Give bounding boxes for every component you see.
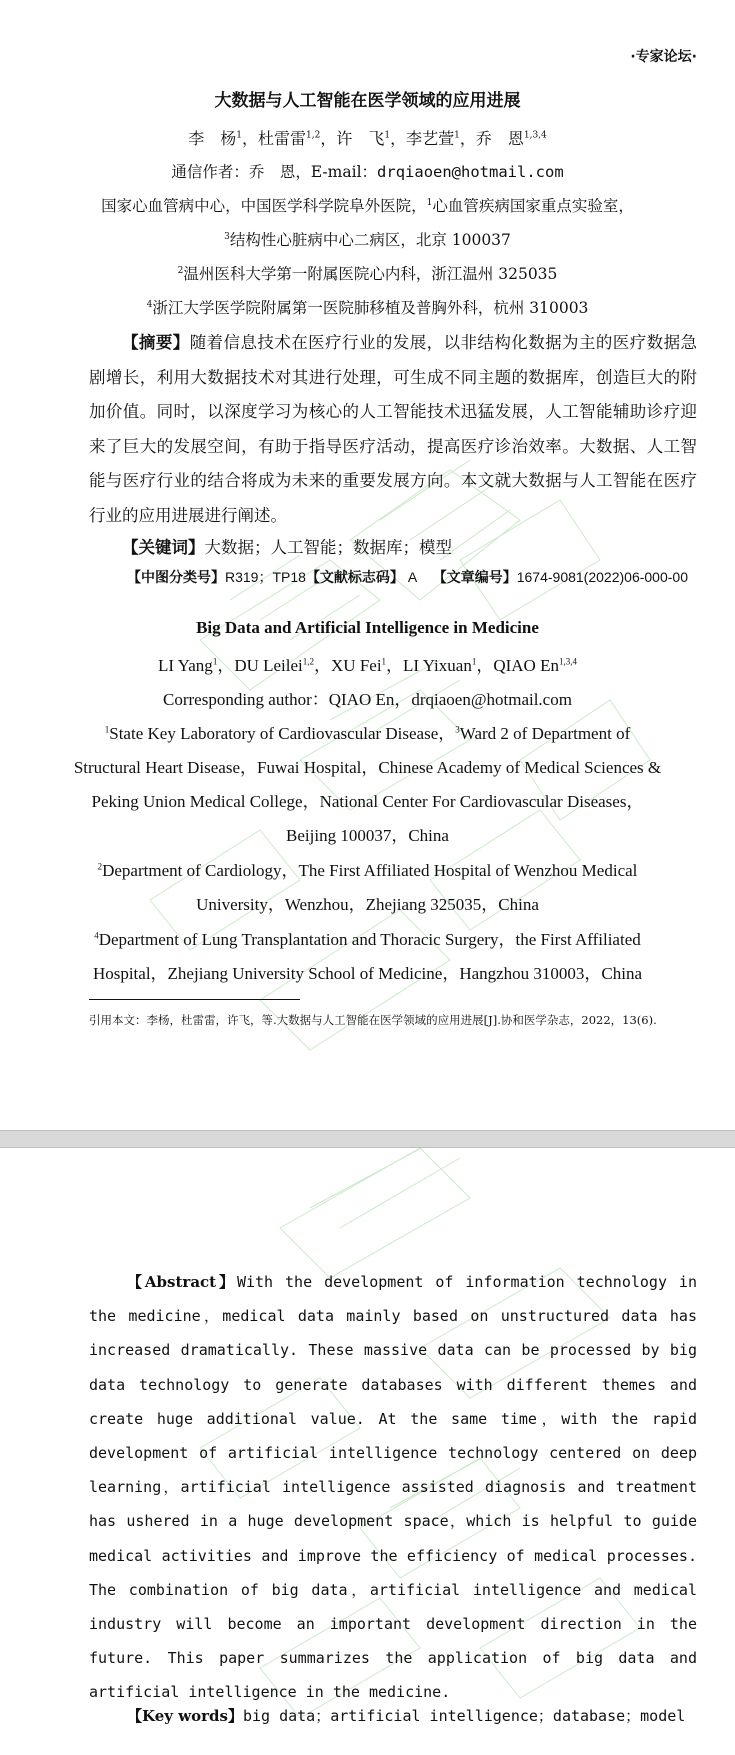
affiliation-en-line-4: Beijing 100037，China — [286, 826, 449, 845]
affiliation-sup: 2 — [97, 861, 103, 872]
affiliation-cn-1 — [0, 194, 735, 216]
article-title-en: Big Data and Artificial Intelligence in Medicine — [196, 618, 539, 637]
clc-label: 【中图分类号】 — [127, 569, 225, 585]
affiliation-sup: 2 — [177, 265, 184, 276]
doc-code-value: A — [407, 569, 418, 585]
abstract-cn — [89, 326, 697, 533]
affiliation-text: 心血管疾病国家重点实验室， — [432, 197, 634, 215]
abstract-en — [89, 1265, 697, 1710]
author-cn: 李 杨 — [188, 129, 237, 148]
author-separator: ， — [217, 656, 235, 675]
author-separator: ， — [241, 129, 258, 148]
affiliation-cn-3 — [0, 228, 735, 250]
doc-code-label: 【文献标志码】 — [305, 569, 404, 585]
corresponding-label: 通信作者：乔 恩，E-mail： — [171, 163, 378, 181]
authors-en — [0, 651, 735, 676]
affiliation-sup: 3 — [224, 231, 230, 242]
affiliation-text: 结构性心脏病中心二病区，北京 100037 — [229, 231, 511, 249]
affiliation-en-line-3: Peking Union Medical College，National Center For Cardiovascular Diseases， — [91, 792, 644, 811]
affiliation-cn-4 — [0, 296, 735, 318]
author-separator: ， — [386, 656, 404, 675]
author-separator: ， — [459, 129, 476, 148]
corresponding-author-cn — [0, 160, 735, 182]
author-separator: ， — [314, 656, 332, 675]
affiliation-sup: 4 — [146, 299, 153, 310]
author-sup: 1,2 — [305, 130, 321, 141]
author-cn: 杜雷雷 — [257, 129, 306, 148]
keywords-cn — [89, 531, 697, 566]
section-tag: ·专家论坛· — [630, 49, 697, 65]
author-sup: 1 — [454, 130, 460, 141]
author-sup: 1,2 — [302, 656, 315, 667]
affiliation-en-line-5 — [0, 856, 735, 881]
footnote-rule — [89, 999, 300, 1000]
keywords-cn-label: 【关键词】 — [122, 538, 205, 557]
author-en: LI Yang — [158, 656, 213, 675]
affiliation-text: 浙江大学医学院附属第一医院肺移植及普胸外科，杭州 310003 — [152, 299, 589, 317]
author-en: LI Yixuan — [403, 656, 472, 675]
author-sup: 1,3,4 — [523, 130, 547, 141]
article-no-label: 【文章编号】 — [432, 569, 517, 585]
keywords-cn-text: 大数据；人工智能；数据库；模型 — [204, 538, 452, 557]
author-sup: 1 — [381, 656, 387, 667]
author-separator: ， — [320, 129, 337, 148]
affiliation-cn-2 — [0, 262, 735, 284]
classification-line — [89, 566, 701, 588]
affiliation-sup: 1 — [104, 724, 110, 735]
abstract-en-text: With the development of information technology in the medicine，medical data mainly based on unstructured data has increased dramatically. These massive data can be processed by big data technology to generate databases with different themes and create huge additional value. At the same time，with the rapid development of artificial intelligence technology centered on deep learning，artificial intelligence assisted diagnosis and treatment has ushered in a huge development space，which is helpful to guide medical activities and improve the efficiency of medical processes. The combination of big data，artificial intelligence and medical industry will become an important development direction in the future. This paper summarizes the application of big data and artificial intelligence in the medicine. — [89, 1273, 697, 1702]
affiliation-text: State Key Laboratory of Cardiovascular Disease， — [109, 724, 456, 743]
author-sup: 1 — [212, 656, 218, 667]
author-cn: 乔 恩 — [475, 129, 524, 148]
affiliation-en-line-2: Structural Heart Disease，Fuwai Hospital，Chinese Academy of Medical Sciences & — [73, 758, 662, 777]
page-gap — [0, 1130, 735, 1148]
keywords-en-text: big data；artificial intelligence；database；model — [242, 1707, 686, 1725]
affiliation-en-line-1 — [0, 719, 735, 744]
affiliation-text: Department of Lung Transplantation and Thoracic Surgery，the First Affiliated — [98, 930, 641, 949]
abstract-cn-label: 【摘要】 — [122, 333, 190, 352]
corresponding-email: drqiaoen@hotmail.com — [377, 163, 564, 181]
authors-cn — [0, 126, 735, 149]
keywords-en — [89, 1705, 709, 1726]
author-separator: ， — [476, 656, 494, 675]
clc-value: R319；TP18 — [225, 569, 306, 585]
article-no-value: 1674-9081(2022)06-000-00 — [516, 569, 688, 585]
affiliation-en-line-8: Hospital，Zhejiang University School of Medicine，Hangzhou 310003，China — [92, 964, 643, 983]
affiliation-text: Department of Cardiology，The First Affiliated Hospital of Wenzhou Medical — [102, 861, 638, 880]
affiliation-text: Ward 2 of Department of — [459, 724, 631, 743]
author-en: DU Leilei — [234, 656, 303, 675]
author-cn: 李艺萱 — [406, 129, 455, 148]
affiliation-en-line-7 — [0, 925, 735, 950]
affiliation-en-line-6: University，Wenzhou，Zhejiang 325035，China — [196, 895, 539, 914]
author-cn: 许 飞 — [336, 129, 385, 148]
affiliation-text: 国家心血管病中心，中国医学科学院阜外医院， — [101, 197, 427, 215]
author-sup: 1 — [384, 130, 391, 141]
keywords-en-label: 【Key words】 — [127, 1707, 243, 1725]
author-sup: 1 — [236, 130, 242, 141]
author-sup: 1,3,4 — [558, 656, 577, 667]
page-2 — [0, 1148, 735, 1755]
author-en: QIAO En — [493, 656, 559, 675]
article-title-cn: 大数据与人工智能在医学领域的应用进展 — [214, 91, 521, 111]
author-separator: ， — [390, 129, 407, 148]
affiliation-text: 温州医科大学第一附属医院心内科，浙江温州 325035 — [183, 265, 558, 283]
abstract-cn-text: 随着信息技术在医疗行业的发展，以非结构化数据为主的医疗数据急剧增长，利用大数据技术对其进行处理，可生成不同主题的数据库，创造巨大的附加价值。同时，以深度学习为核心的人工智能技术迅猛发展，人工智能辅助诊疗迎来了巨大的发展空间，有助于指导医疗活动，提高医疗诊治效率。大数据、人工智能与医疗行业的结合将成为未来的重要发展方向。本文就大数据与人工智能在医疗行业的应用进展进行阐述。 — [89, 333, 698, 525]
author-en: XU Fei — [331, 656, 382, 675]
affiliation-sup: 3 — [455, 724, 460, 735]
author-sup: 1 — [471, 656, 477, 667]
affiliation-sup: 4 — [94, 930, 99, 941]
citation-footnote: 引用本文：李杨，杜雷雷，许飞，等.大数据与人工智能在医学领域的应用进展[J].协和医学杂志，2022，13(6). — [89, 1013, 657, 1027]
affiliation-sup: 1 — [426, 197, 433, 208]
corresponding-author-en: Corresponding author：QIAO En，drqiaoen@hotmail.com — [163, 690, 572, 709]
abstract-en-label: 【Abstract】 — [127, 1273, 237, 1291]
